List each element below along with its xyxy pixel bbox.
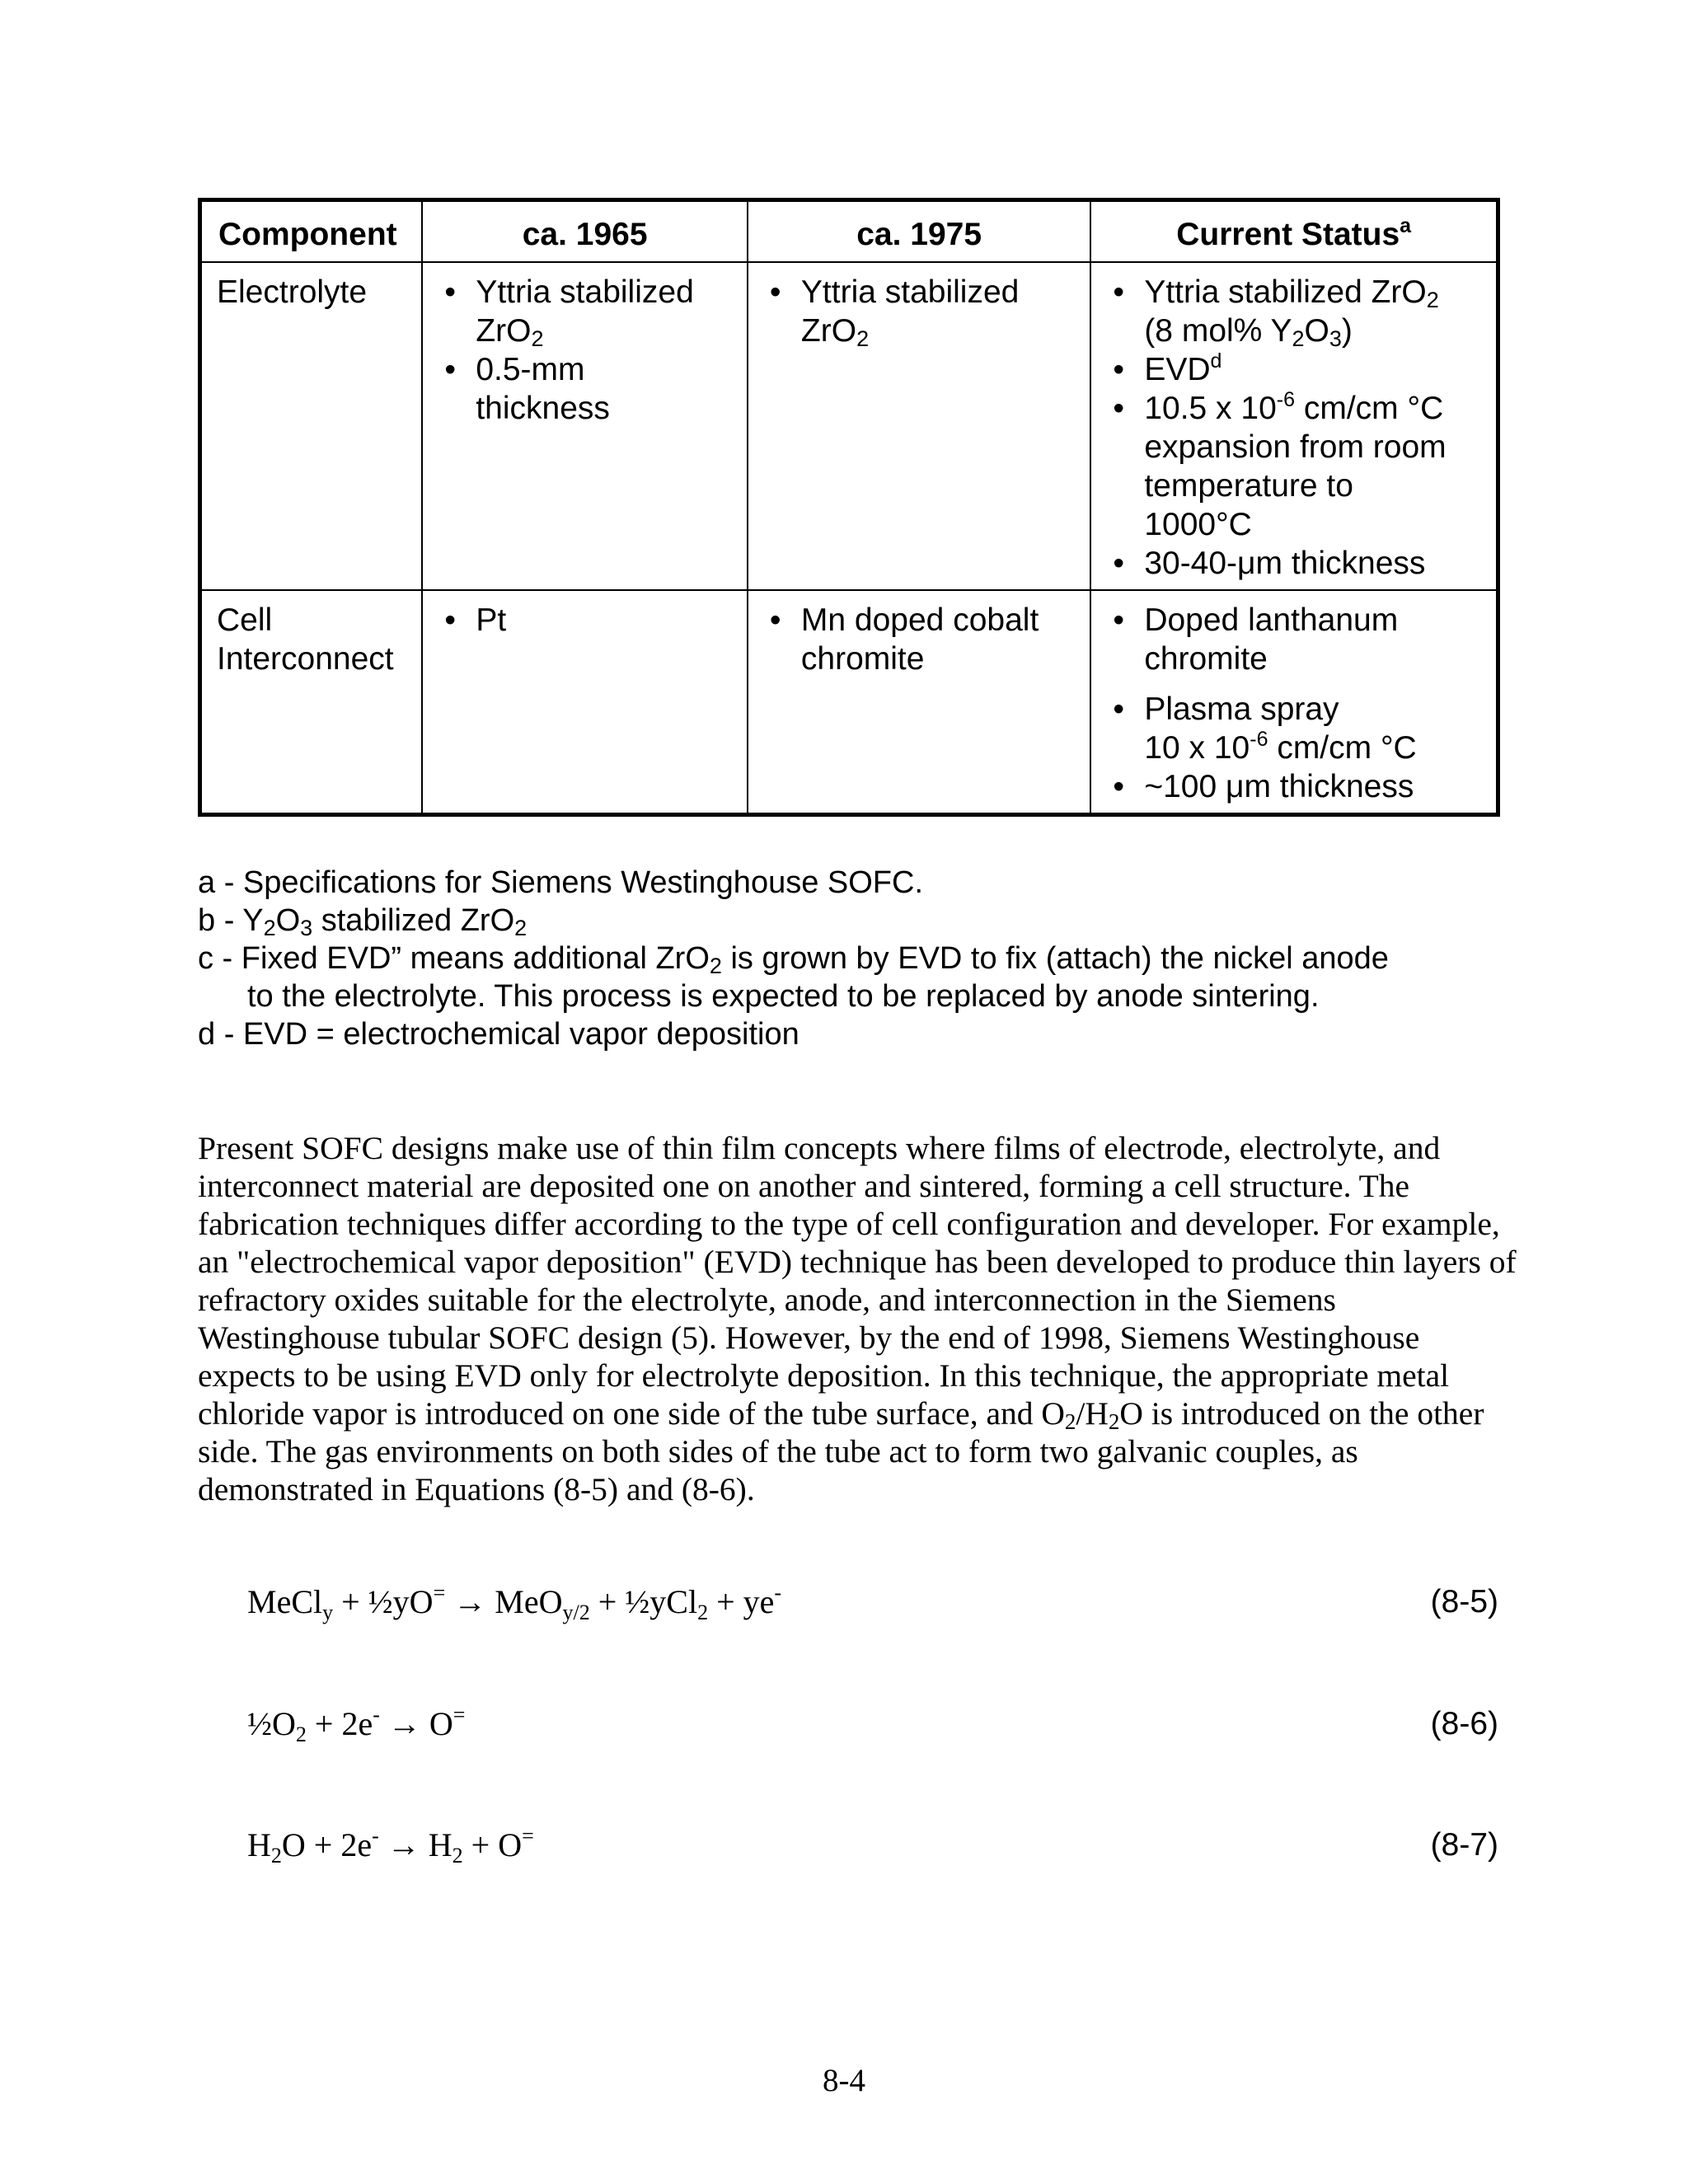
list-item: • ~100 μm thickness [1106,767,1488,806]
table-footnotes [198,864,1389,1053]
header-1965: ca. 1965 [422,200,748,263]
list-item: • Yttria stabilized ZrO$_2$ [763,273,1081,350]
equation-label-8-6: (8-6) [1430,1706,1498,1741]
footnote-d: d - EVD = electrochemical vapor deposition [198,1017,799,1052]
list-item: • 30-40-μm thickness [1106,544,1488,583]
footnote-c-continued: to the electrolyte. This process is expected to be replaced by anode sintering. [247,979,1320,1014]
cell-electrolyte-1975 [748,262,1090,590]
sofc-materials-table [198,198,1500,817]
cell-interconnect-1965 [422,590,748,815]
equation-label-8-7: (8-7) [1430,1827,1498,1863]
table-header-row [200,200,1498,263]
cell-electrolyte-1965 [422,262,748,590]
list-item: • 10.5 x $10^{-6}$ cm/cm °C expansion from room temperature to 1000°C [1106,389,1488,544]
equation-8-5: MeCl$_y$ + ½yO= → MeO$_{y/2}$ + ½yCl$_2$ + ye- [247,1581,782,1624]
cell-component-electrolyte: Electrolyte [200,262,423,590]
cell-component-interconnect: Cell Interconnect [200,590,423,815]
list-item: • 0.5-mm thickness [438,350,738,428]
equation-8-7: $H_2O + 2e^- \to H_2 + O^=$ [247,1824,534,1868]
footnote-a: a - Specifications for Siemens Westinghouse SOFC. [198,865,924,900]
list-item: • Mn doped cobalt chromite [763,601,1081,678]
cell-interconnect-1975 [748,590,1090,815]
table-row-interconnect [200,590,1498,815]
list-item: • EVD$^d$ [1106,350,1488,389]
header-current-status: Current Status$^a$ [1090,200,1498,263]
header-component: Component [200,200,423,263]
footnote-c: c - Fixed EVD” means additional ZrO$_2$ is grown by EVD to fix (attach) the nickel anode [198,941,1389,978]
cell-interconnect-current [1090,590,1498,815]
list-item: • Yttria stabilized ZrO$_2$ (8 mol% $Y_2O_3$) [1106,273,1488,350]
header-1975: ca. 1975 [748,200,1090,263]
equation-label-8-5: (8-5) [1430,1584,1498,1619]
list-item: • Yttria stabilized ZrO$_2$ [438,273,738,350]
page-number: 8-4 [823,2063,865,2098]
equation-8-6: $\frac{1}{2}O_2 + 2e^- \to O^=$ [247,1703,466,1746]
cell-electrolyte-current [1090,262,1498,590]
table-row-electrolyte [200,262,1498,590]
list-item: • Pt [438,601,738,640]
list-item: • Doped lanthanum chromite [1106,601,1488,678]
list-item: • Plasma spray 10 x $10^{-6}$ cm/cm °C [1106,690,1488,767]
body-paragraph: Present SOFC designs make use of thin film concepts where films of electrode, electrolyte, and interconnect material are deposited one on another and sintered, forming a cell structure. The fabrication techniques differ according to the type of cell configuration and developer. For example, an "electrochemical vapor deposition" (EVD) technique has been developed to produce thin layers of refractory oxides suitable for the electrolyte, anode, and interconnection in the Siemens Westinghouse tubular SOFC design (5). However, by the end of 1998, Siemens Westinghouse expects to be using EVD only for electrolyte deposition. In this technique, the appropriate metal chloride vapor is introduced on one side of the tube surface, and $O_2/H_2O$ is introduced on the other side. The gas environments on both sides of the tube act to form two galvanic couples, as demonstrated in Equations (8-5) and (8-6). [198,1130,1517,1507]
footnote-b: b - $Y_2O_3$ stabilized ZrO$_2$ [198,903,528,940]
